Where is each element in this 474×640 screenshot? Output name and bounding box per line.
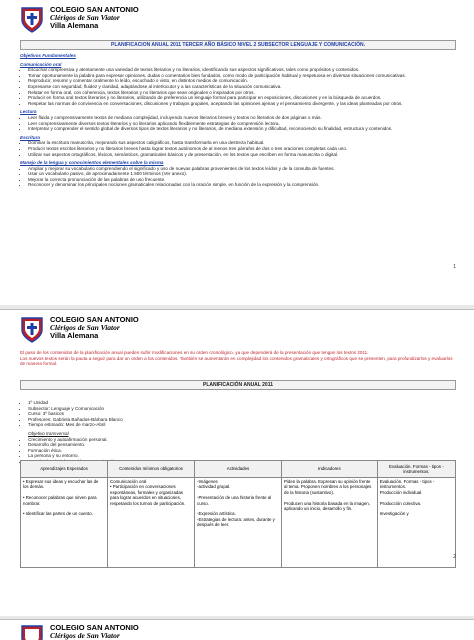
school-city: Villa Alemana — [50, 331, 99, 340]
school-order: Clérigos de San Viator — [50, 631, 120, 640]
section-list-oral — [20, 67, 456, 106]
transversal-heading: Objetivo transversal — [28, 430, 69, 436]
list-item: • Ampliar y mejorar su vocabulario comprendiendo el significado y uso de nuevas palabras provenientes de los textos leídos y de la consulta de fuentes. — [28, 166, 456, 172]
school-order: Clérigos de San Viator — [50, 323, 120, 332]
list-item: • Leer fluida y comprensivamente textos de mediana complejidad, incluyendo nuevos literarios breves y textos no literarios de dos páginas o más. — [28, 115, 456, 121]
document-page-1 — [0, 0, 474, 305]
col-header-aprendizajes: Aprendizajes Esperados — [21, 461, 108, 478]
table-cell: • Expresar sus ideas y escuchar las de los demás. • Reconocer palabras que sirven para nombrar. • Identificar las partes de un cuento. — [21, 478, 108, 568]
list-item: • Tomar oportunamente la palabra para expresar opiniones, dudas o comentarios bien fundados, como modo de participación habitual y respetuosa en diversas situaciones comunicativas. — [28, 73, 456, 79]
list-item: • Producir en forma oral textos literarios y no literarios, utilizando de preferencia un lenguaje formal para participar en exposiciones, discusiones y en la búsqueda de acuerdos. — [28, 95, 456, 101]
notice-red: El paso de los contenidos de la planificación anual pueden sufrir modificaciones en su orden cronológico, ya que dependerá de la presentación que tengan los textos 2011. — [20, 350, 369, 355]
list-item: • Profesores: Gabriela Bañados-Bárbara Blanco — [28, 417, 456, 423]
section-list-manejo — [20, 166, 456, 188]
list-item: • Relatar en forma oral, con coherencia, textos literarios y no literarios que sean originales o inspirados por otros. — [28, 90, 456, 96]
school-name: COLEGIO SAN ANTONIO — [50, 5, 139, 14]
notice-blue: Los nuevos textos serán la pauta a seguir para dar un orden a los contenidos. También se aumentarán en complejidad los contenidos gramaticales y ortográficos que se presenten, para profundizarlos y evaluarlos de manera formal. — [20, 355, 453, 367]
table-cell: Piden la palabra. Expresan su opinión frente al tema. Proponen nombres a los personajes de la historia (sustantivo). Producen una historia basada en la imagen, aplicando un inicio, desarrollo y fin. — [282, 478, 378, 568]
document-page-2 — [0, 309, 474, 616]
school-name: COLEGIO SAN ANTONIO — [50, 623, 139, 632]
col-header-contenidos: Contenidos mínimos obligatorios — [108, 461, 195, 478]
list-item: • Leer comprensivamente diversos textos literarios y no literarios aplicando flexiblemente estrategias de comprensión lectora. — [28, 121, 456, 127]
list-item: • Usar un vocabulario pasivo, de aproximadamente 1.500 términos (Ver anexo). — [28, 171, 456, 177]
school-city: Villa Alemana — [50, 21, 99, 30]
school-name-block — [50, 6, 139, 30]
document-page-3 — [0, 619, 474, 640]
page-number: 1 — [453, 264, 456, 270]
list-item: • La persona y su entorno. — [28, 453, 456, 459]
col-header-actividades: Actividades — [195, 461, 282, 478]
unit-info — [20, 400, 456, 465]
objectives-body — [20, 53, 456, 188]
list-item: • Interpretar y comprender el sentido global de diversos tipos de textos literarios y no literarios, de mediana extensión y dificultad, reconociendo su finalidad, estructura y contenidos. — [28, 126, 456, 132]
objectives-heading: Objetivos Fundamentales — [20, 53, 76, 58]
list-item: • Respetar las normas de convivencia en conversaciones, discusiones y trabajos grupales, aceptando las opiniones ajenas y el pensamiento divergente, y las ideas planteadas por otros. — [28, 101, 456, 107]
list-item: • Mejorar la correcta pronunciación de las palabras de uso frecuente. — [28, 177, 456, 183]
school-name-block — [50, 316, 139, 340]
list-item: • Producir textos escritos literarios y no literarios breves hasta lograr textos autónomos de al menos tres párrafos de dos o tres oraciones completas cada uno. — [28, 146, 456, 152]
section-heading-escritura: Escritura — [20, 134, 40, 140]
school-crest-logo — [20, 316, 44, 343]
list-item: • Curso: 3º basicos — [28, 411, 456, 417]
col-header-evaluacion: Evaluación. Formas - tipos - instrumentos. — [377, 461, 455, 478]
school-name: COLEGIO SAN ANTONIO — [50, 315, 139, 324]
list-item: • Tiempo estimado: Mes de marzo-Abril — [28, 422, 456, 428]
list-item: • Utilizar sus aspectos ortográficos, léxicos, semánticos, gramaticales básicos y de presentación, en los textos que escriben en forma manuscrita o digital. — [28, 152, 456, 158]
table-cell: Comunicación oral • Participación en conversaciones espontáneas, formales y organizadas para lograr acuerdos en situaciones, respetando los turnos de participación. — [108, 478, 195, 568]
section-list-lectura — [20, 115, 456, 132]
section-heading-lectura: Lectura — [20, 109, 37, 115]
planning-table — [20, 460, 456, 568]
section-heading-manejo: Manejo de la lengua y conocimientos elementales sobre la misma — [20, 160, 164, 166]
list-item: • Crecimiento y autoafirmación personal. — [28, 437, 456, 443]
unit-info-list — [20, 400, 456, 428]
list-item: • Reproducir, resumir y comentar oralmente lo leído, escuchado o visto, en distintos medios de comunicación. — [28, 78, 456, 84]
table-cell: Evaluación. Formas - tipos - instrumentos. Producción individual. Producción colectiva. Investigación y — [377, 478, 455, 568]
table-row — [21, 478, 456, 568]
list-item: • 1º Unidad — [28, 400, 456, 406]
list-item: • Subsector: Lenguaje y Comunicación — [28, 406, 456, 412]
plan-title-banner: PLANIFICACION ANUAL 2011 TERCER AÑO BÁSICO NIVEL 2 SUBSECTOR LENGUAJE Y COMUNICACIÓN. — [20, 40, 456, 50]
section-heading-oral: Comunicación oral — [20, 61, 62, 67]
annual-plan-banner: PLANIFICACIÓN ANUAL 2011 — [20, 380, 456, 390]
section-list-escritura — [20, 140, 456, 157]
notice-text — [20, 350, 456, 367]
list-item: • Escuchar comprensiva y atentamente una variedad de textos literarios y no literarios, identificando sus aspectos significativos, tales como propósitos y contenidos. — [28, 67, 456, 73]
page-number: 2 — [453, 554, 456, 560]
list-item: • Desarrollo del pensamiento. — [28, 442, 456, 448]
list-item: • Reconocer y denominar los principales nociones gramaticales relacionadas con la oración simple, en función de la expresión y la comprensión. — [28, 182, 456, 188]
school-crest-logo — [20, 6, 44, 33]
col-header-indicadores: Indicadores — [282, 461, 378, 478]
table-header-row — [21, 461, 456, 478]
table-cell: -Imágenes -actividad grupal. -Presentación de una historia frente al curso. -Expresión artística. -Estrategias de lectura: antes, durante y después de leer. — [195, 478, 282, 568]
school-crest-logo — [20, 624, 44, 640]
school-order: Clérigos de San Viator — [50, 13, 120, 22]
list-item: • Formación ética. — [28, 448, 456, 454]
list-item: • Dominar la escritura manuscrita, mejorando sus aspectos caligráficos, hasta transformarla en una destreza habitual. — [28, 140, 456, 146]
list-item: • Expresarse con seguridad, fluidez y claridad, adaptándose al interlocutor y a las características de la situación comunicativa. — [28, 84, 456, 90]
school-name-block — [50, 624, 139, 640]
